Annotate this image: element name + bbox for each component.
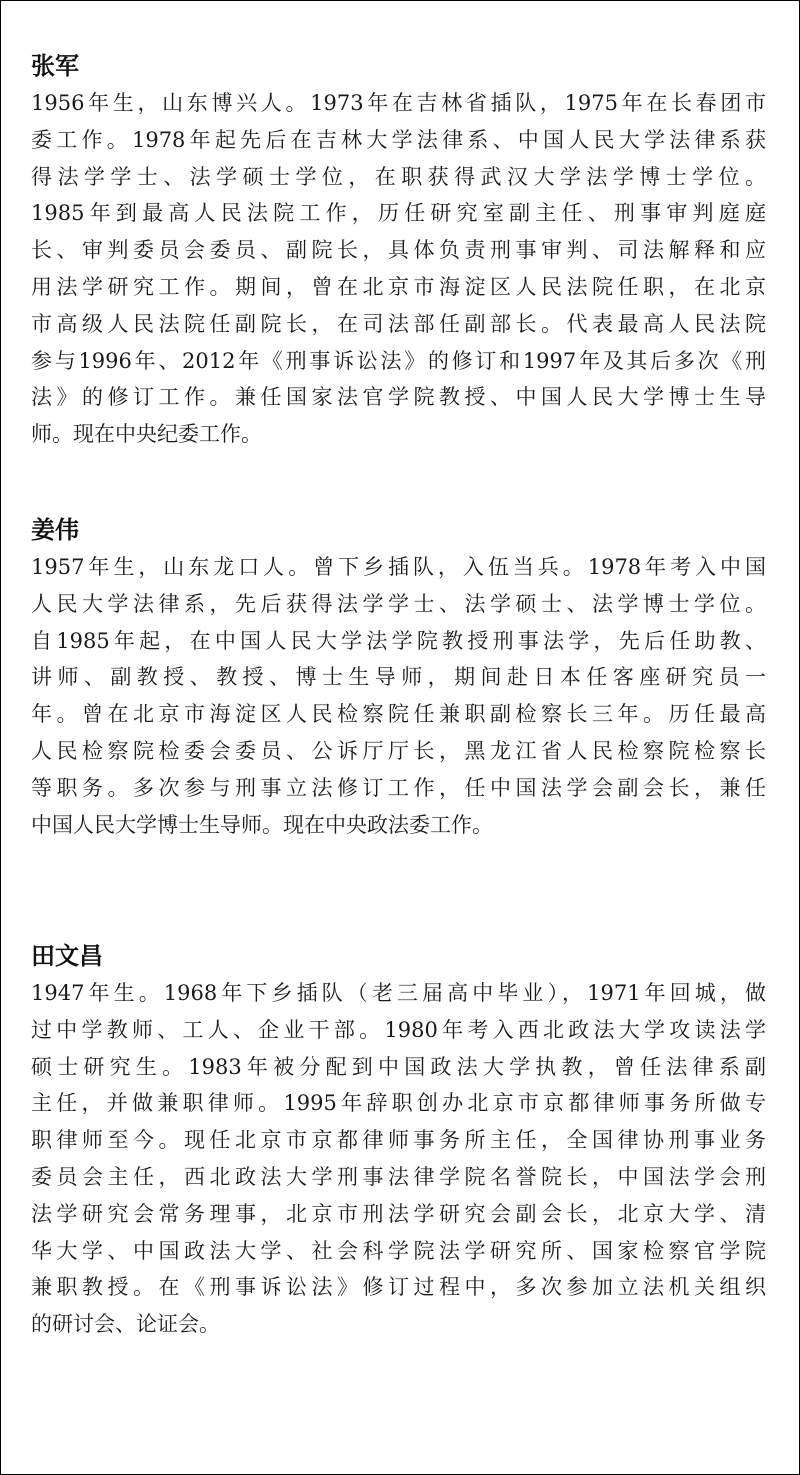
bio-line: 年。曾在北京市海淀区人民检察院任兼职副检察长三年。历任最高 xyxy=(31,702,766,727)
bio-line: 职律师至今。现任北京市京都律师事务所主任，全国律协刑事业务 xyxy=(31,1128,766,1153)
bio-line: 用法学研究工作。期间，曾在北京市海淀区人民法院任职，在北京 xyxy=(31,274,766,299)
bio-line: 讲师、副教授、教授、博士生导师，期间赴日本任客座研究员一 xyxy=(31,665,766,690)
bio-line: 等职务。多次参与刑事立法修订工作，任中国法学会副会长，兼任 xyxy=(31,775,766,800)
bio-line: 的研讨会、论证会。 xyxy=(31,1312,220,1337)
bio-line: 1985年到最高人民法院工作，历任研究室副主任、刑事审判庭庭 xyxy=(31,201,766,226)
person-bio xyxy=(31,975,766,1343)
bio-line: 过中学教师、工人、企业干部。1980年考入西北政法大学攻读法学 xyxy=(31,1017,766,1042)
bio-line: 1957年生，山东龙口人。曾下乡插队，入伍当兵。1978年考入中国 xyxy=(31,555,766,579)
person-bio xyxy=(31,549,766,843)
bio-line: 自1985年起，在中国人民大学法学院教授刑事法学，先后任助教、 xyxy=(31,628,766,653)
bio-entry-zhang-jun xyxy=(31,51,766,453)
bio-line: 华大学、中国政法大学、社会科学院法学研究所、国家检察官学院 xyxy=(31,1238,766,1263)
bio-entry-jiang-wei xyxy=(31,515,766,843)
person-name: 张军 xyxy=(31,52,79,80)
bio-line: 长、审判委员会委员、副院长，具体负责刑事审判、司法解释和应 xyxy=(31,238,766,263)
bio-line: 兼职教授。在《刑事诉讼法》修订过程中，多次参加立法机关组织 xyxy=(31,1275,766,1300)
bio-line: 法》的修订工作。兼任国家法官学院教授、中国人民大学博士生导 xyxy=(31,385,766,410)
bio-line: 1947年生。1968年下乡插队（老三届高中毕业），1971年回城，做 xyxy=(31,981,766,1005)
bio-line: 市高级人民法院任副院长，在司法部任副部长。代表最高人民法院 xyxy=(31,311,766,336)
bio-line: 1956年生，山东博兴人。1973年在吉林省插队，1975年在长春团市 xyxy=(31,91,766,115)
bio-line: 硕士研究生。1983年被分配到中国政法大学执教，曾任法律系副 xyxy=(31,1054,766,1079)
bio-line: 委工作。1978年起先后在吉林大学法律系、中国人民大学法律系获 xyxy=(31,127,766,152)
bio-entry-tian-wenchang xyxy=(31,941,766,1343)
person-name: 姜伟 xyxy=(31,516,79,544)
person-name: 田文昌 xyxy=(31,942,103,970)
bio-line: 得法学学士、法学硕士学位，在职获得武汉大学法学博士学位。 xyxy=(31,164,766,189)
bio-line: 中国人民大学博士生导师。现在中央政法委工作。 xyxy=(31,812,493,837)
person-bio xyxy=(31,85,766,453)
bio-line: 参与1996年、2012年《刑事诉讼法》的修订和1997年及其后多次《刑 xyxy=(31,348,766,373)
bio-line: 人民检察院检委会委员、公诉厅厅长，黑龙江省人民检察院检察长 xyxy=(31,738,766,763)
bio-line: 师。现在中央纪委工作。 xyxy=(31,422,262,447)
bio-line: 人民大学法律系，先后获得法学学士、法学硕士、法学博士学位。 xyxy=(31,591,766,616)
bio-line: 主任，并做兼职律师。1995年辞职创办北京市京都律师事务所做专 xyxy=(31,1091,766,1116)
bio-line: 委员会主任，西北政法大学刑事法律学院名誉院长，中国法学会刑 xyxy=(31,1164,766,1189)
bio-line: 法学研究会常务理事，北京市刑法学研究会副会长，北京大学、清 xyxy=(31,1201,766,1226)
